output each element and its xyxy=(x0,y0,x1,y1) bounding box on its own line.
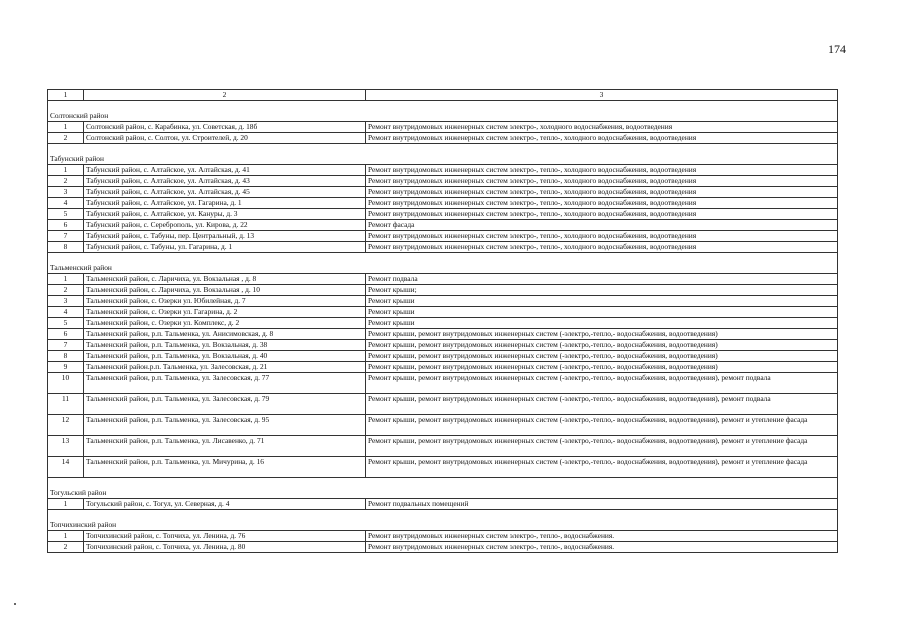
section-title: Топчихинский район xyxy=(48,520,838,531)
row-number: 13 xyxy=(48,436,84,457)
row-work: Ремонт подвальных помещений xyxy=(366,499,838,510)
row-work: Ремонт внутридомовых инженерных систем электро-, тепло-, водоснабжения. xyxy=(366,531,838,542)
row-number: 2 xyxy=(48,176,84,187)
row-work: Ремонт крыши, ремонт внутридомовых инженерных систем (-электро,-тепло,- водоснабжения, водоотведения) xyxy=(366,329,838,340)
table-row xyxy=(48,362,838,373)
section-spacer-cell xyxy=(48,144,838,155)
table-row xyxy=(48,133,838,144)
row-work: Ремонт крыши, ремонт внутридомовых инженерных систем (-электро,-тепло,- водоснабжения, водоотведения), ремонт подвала xyxy=(366,373,838,394)
table-header-row xyxy=(48,90,838,101)
row-number: 7 xyxy=(48,340,84,351)
section-title-row xyxy=(48,154,838,165)
row-number: 8 xyxy=(48,242,84,253)
section-spacer xyxy=(48,478,838,489)
table-row xyxy=(48,165,838,176)
table-row xyxy=(48,499,838,510)
section-title-row xyxy=(48,263,838,274)
row-number: 8 xyxy=(48,351,84,362)
row-address: Тальменский район, с. Ларичиха, ул. Вокзальная , д. 10 xyxy=(84,285,366,296)
row-work: Ремонт внутридомовых инженерных систем электро-, тепло-, холодного водоснабжения, водоотведения xyxy=(366,209,838,220)
section-spacer xyxy=(48,144,838,155)
row-work: Ремонт крыши, ремонт внутридомовых инженерных систем (-электро,-тепло,- водоснабжения, водоотведения) xyxy=(366,351,838,362)
row-work: Ремонт крыши, ремонт внутридомовых инженерных систем (-электро,-тепло,- водоснабжения, водоотведения), ремонт и утепление фасада xyxy=(366,436,838,457)
row-number: 4 xyxy=(48,198,84,209)
row-number: 9 xyxy=(48,362,84,373)
row-work: Ремонт внутридомовых инженерных систем электро-, тепло-, холодного водоснабжения, водоотведения xyxy=(366,133,838,144)
row-address: Табунский район, с. Алтайское, ул. Гагарина, д. 1 xyxy=(84,198,366,209)
header-col-3: 3 xyxy=(366,90,838,101)
table-row xyxy=(48,296,838,307)
section-spacer xyxy=(48,101,838,112)
row-work: Ремонт внутридомовых инженерных систем электро-, тепло-, холодного водоснабжения, водоотведения xyxy=(366,176,838,187)
row-number: 2 xyxy=(48,542,84,553)
section-spacer-cell xyxy=(48,478,838,489)
row-address: Табунский район, с. Алтайское, ул. Алтайская, д. 43 xyxy=(84,176,366,187)
row-number: 2 xyxy=(48,133,84,144)
table-row xyxy=(48,373,838,394)
header-col-2: 2 xyxy=(84,90,366,101)
row-address: Тальменский район, р.п. Тальменка, ул. Мичурина, д. 16 xyxy=(84,457,366,478)
row-address: Тальменский район, с. Ларичиха, ул. Вокзальная , д. 8 xyxy=(84,274,366,285)
row-work: Ремонт крыши, ремонт внутридомовых инженерных систем (-электро,-тепло,- водоснабжения, водоотведения) xyxy=(366,362,838,373)
row-work: Ремонт внутридомовых инженерных систем электро-, тепло-, водоснабжения. xyxy=(366,542,838,553)
repair-works-table xyxy=(47,89,838,553)
section-title-row xyxy=(48,111,838,122)
row-address: Солтонский район, с. Солтон, ул. Строителей, д. 20 xyxy=(84,133,366,144)
table-row xyxy=(48,209,838,220)
header-col-1: 1 xyxy=(48,90,84,101)
table-row xyxy=(48,198,838,209)
row-work: Ремонт подвала xyxy=(366,274,838,285)
section-title: Тальменский район xyxy=(48,263,838,274)
table-row xyxy=(48,187,838,198)
row-work: Ремонт крыши; xyxy=(366,285,838,296)
section-title-row xyxy=(48,488,838,499)
table-row xyxy=(48,220,838,231)
table-row xyxy=(48,340,838,351)
row-work: Ремонт крыши, ремонт внутридомовых инженерных систем (-электро,-тепло,- водоснабжения, водоотведения), ремонт подвала xyxy=(366,394,838,415)
row-address: Табунский район, с. Табуны, ул. Гагарина, д. 1 xyxy=(84,242,366,253)
row-address: Топчихинский район, с. Топчиха, ул. Ленина, д. 76 xyxy=(84,531,366,542)
row-address: Топчихинский район, с. Топчиха, ул. Ленина, д. 80 xyxy=(84,542,366,553)
section-spacer xyxy=(48,253,838,264)
row-number: 1 xyxy=(48,499,84,510)
row-address: Тальменский район, р.п. Тальменка, ул. Залесовская, д. 79 xyxy=(84,394,366,415)
row-work: Ремонт внутридомовых инженерных систем электро-, тепло-, холодного водоснабжения, водоотведения xyxy=(366,242,838,253)
table-row xyxy=(48,285,838,296)
table-row xyxy=(48,122,838,133)
row-number: 1 xyxy=(48,165,84,176)
page-number: 174 xyxy=(828,42,846,56)
section-spacer-cell xyxy=(48,510,838,521)
row-work: Ремонт крыши, ремонт внутридомовых инженерных систем (-электро,-тепло,- водоснабжения, водоотведения), ремонт и утепление фасада xyxy=(366,415,838,436)
row-address: Тальменский район, р.п. Тальменка, ул. Залесовская, д. 95 xyxy=(84,415,366,436)
section-title: Тогульский район xyxy=(48,488,838,499)
row-address: Тальменский район, с. Озерки ул. Комплекс, д. 2 xyxy=(84,318,366,329)
row-work: Ремонт крыши xyxy=(366,318,838,329)
row-work: Ремонт внутридомовых инженерных систем электро-, тепло-, холодного водоснабжения, водоотведения xyxy=(366,231,838,242)
row-address: Тальменский район, р.п. Тальменка, ул. Лисавенко, д. 71 xyxy=(84,436,366,457)
row-address: Табунский район, с. Табуны, пер. Центральный, д. 13 xyxy=(84,231,366,242)
row-work: Ремонт крыши, ремонт внутридомовых инженерных систем (-электро,-тепло,- водоснабжения, водоотведения) xyxy=(366,340,838,351)
section-spacer-cell xyxy=(48,101,838,112)
table-row xyxy=(48,318,838,329)
row-address: Табунский район, с. Алтайское, ул. Кануры, д. 3 xyxy=(84,209,366,220)
table-row xyxy=(48,274,838,285)
row-address: Тальменский район, с. Озерки ул. Гагарина, д. 2 xyxy=(84,307,366,318)
row-number: 1 xyxy=(48,274,84,285)
table-row xyxy=(48,329,838,340)
row-number: 7 xyxy=(48,231,84,242)
row-work: Ремонт фасада xyxy=(366,220,838,231)
table-row xyxy=(48,394,838,415)
row-number: 6 xyxy=(48,220,84,231)
row-work: Ремонт крыши xyxy=(366,296,838,307)
row-number: 4 xyxy=(48,307,84,318)
table-row xyxy=(48,457,838,478)
row-address: Табунский район, с. Алтайское, ул. Алтайская, д. 45 xyxy=(84,187,366,198)
row-address: Табунский район, с. Алтайское, ул. Алтайская, д. 41 xyxy=(84,165,366,176)
section-spacer-cell xyxy=(48,253,838,264)
row-number: 14 xyxy=(48,457,84,478)
table-row xyxy=(48,415,838,436)
section-title: Табунский район xyxy=(48,154,838,165)
table-row xyxy=(48,231,838,242)
row-address: Табунский район, с. Сереброполь, ул. Кирова, д. 22 xyxy=(84,220,366,231)
table-row xyxy=(48,242,838,253)
row-number: 2 xyxy=(48,285,84,296)
row-work: Ремонт крыши, ремонт внутридомовых инженерных систем (-электро,-тепло,- водоснабжения, водоотведения), ремонт и утепление фасада xyxy=(366,457,838,478)
row-number: 1 xyxy=(48,122,84,133)
row-work: Ремонт крыши xyxy=(366,307,838,318)
scan-speck xyxy=(14,603,16,605)
section-title: Солтонский район xyxy=(48,111,838,122)
table-row xyxy=(48,351,838,362)
row-number: 11 xyxy=(48,394,84,415)
row-address: Тальменский район.р.п. Тальменка, ул. Залесовская, д. 21 xyxy=(84,362,366,373)
row-work: Ремонт внутридомовых инженерных систем электро-, тепло-, холодного водоснабжения, водоотведения xyxy=(366,165,838,176)
row-number: 5 xyxy=(48,318,84,329)
row-work: Ремонт внутридомовых инженерных систем электро-, тепло-, холодного водоснабжения, водоотведения xyxy=(366,187,838,198)
table-row xyxy=(48,176,838,187)
row-number: 3 xyxy=(48,296,84,307)
section-spacer xyxy=(48,510,838,521)
row-number: 6 xyxy=(48,329,84,340)
table-row xyxy=(48,436,838,457)
row-work: Ремонт внутридомовых инженерных систем электро-, холодного водоснабжения, водоотведения xyxy=(366,122,838,133)
row-address: Тальменский район, с. Озерки ул. Юбилейная, д. 7 xyxy=(84,296,366,307)
table-row xyxy=(48,531,838,542)
table-row xyxy=(48,307,838,318)
row-number: 1 xyxy=(48,531,84,542)
row-address: Тальменский район, р.п. Тальменка, ул. Залесовская, д. 77 xyxy=(84,373,366,394)
row-number: 10 xyxy=(48,373,84,394)
row-number: 5 xyxy=(48,209,84,220)
row-address: Тальменский район, р.п. Тальменка, ул. Анисимовская, д. 8 xyxy=(84,329,366,340)
row-number: 3 xyxy=(48,187,84,198)
row-address: Солтонский район, с. Карабинка, ул. Советская, д. 18б xyxy=(84,122,366,133)
row-number: 12 xyxy=(48,415,84,436)
table-row xyxy=(48,542,838,553)
section-title-row xyxy=(48,520,838,531)
row-address: Тальменский район, р.п. Тальменка, ул. Вокзальная, д. 40 xyxy=(84,351,366,362)
row-address: Тогульский район, с. Тогул, ул. Северная, д. 4 xyxy=(84,499,366,510)
row-address: Тальменский район, р.п. Тальменка, ул. Вокзальная, д. 38 xyxy=(84,340,366,351)
row-work: Ремонт внутридомовых инженерных систем электро-, тепло-, холодного водоснабжения, водоотведения xyxy=(366,198,838,209)
